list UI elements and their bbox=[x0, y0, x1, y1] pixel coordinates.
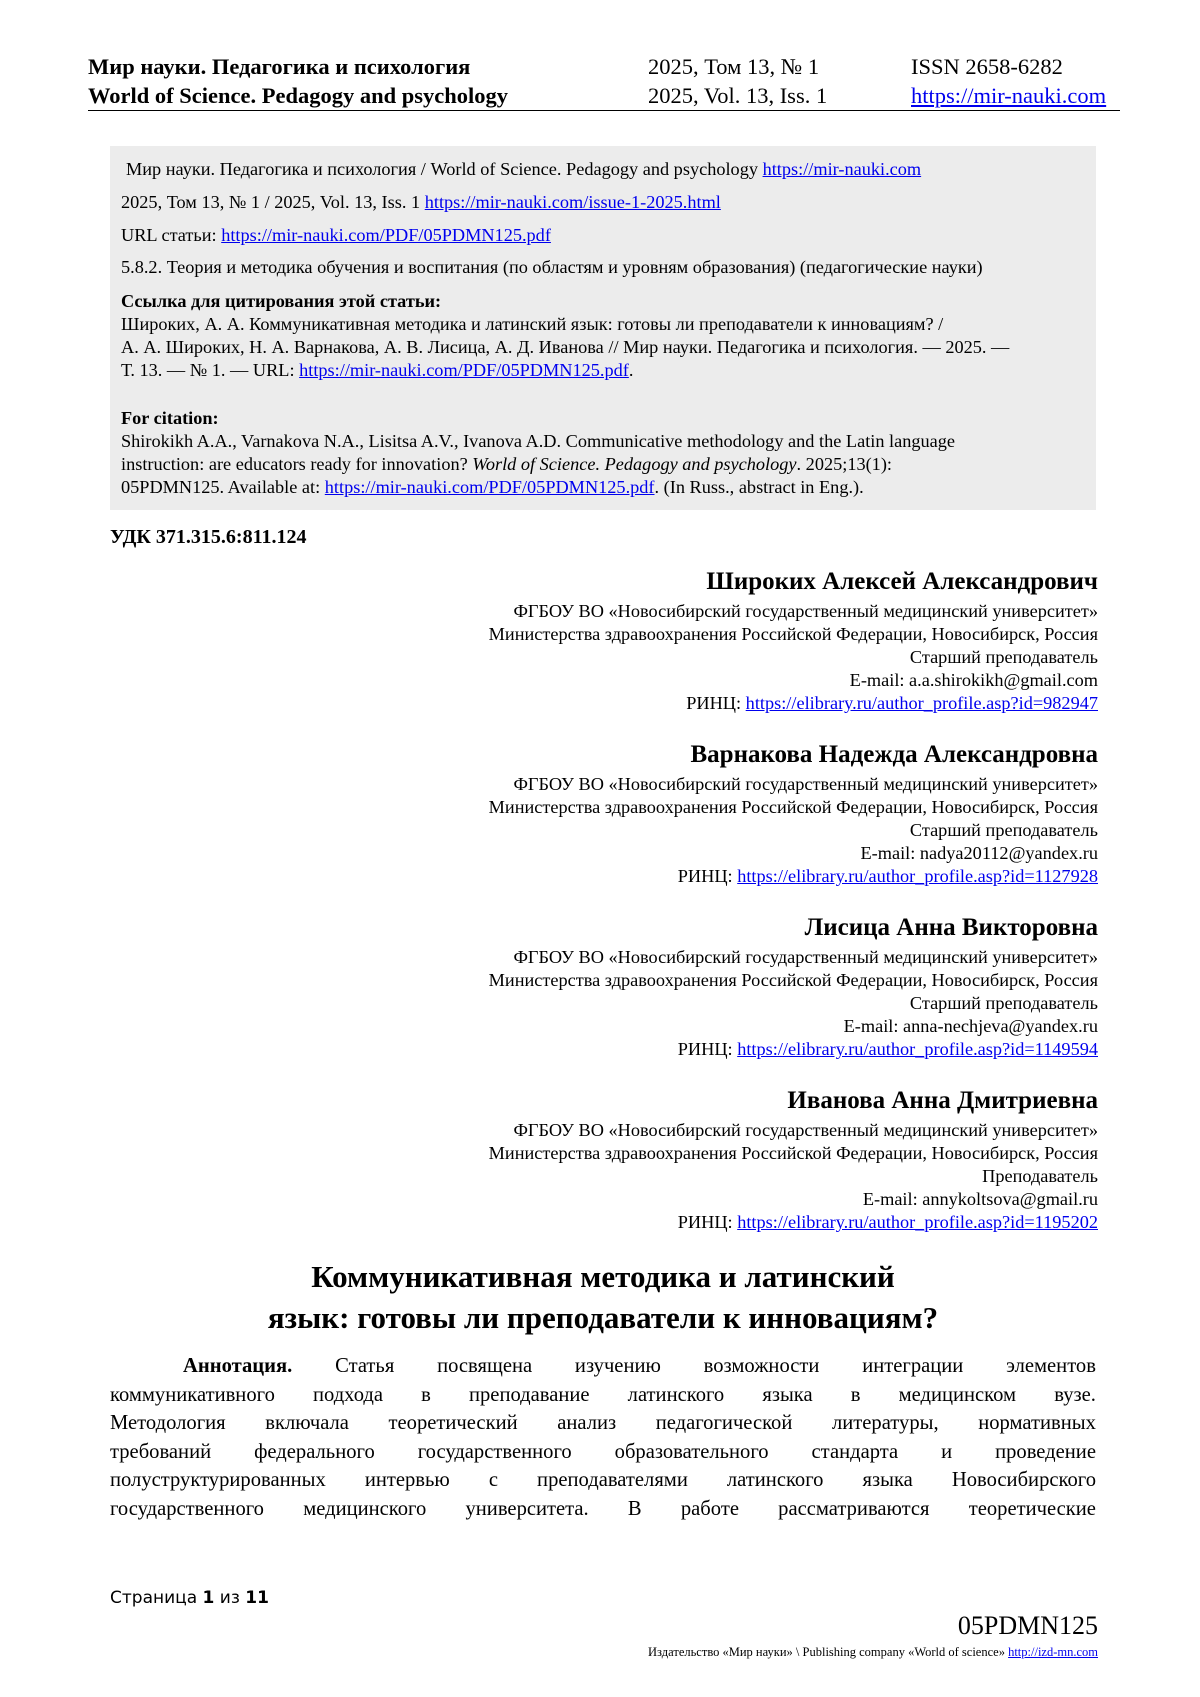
author-org: ФГБОУ ВО «Новосибирский государственный медицинский университет» bbox=[513, 1120, 1098, 1140]
author-email: E-mail: a.a.shirokikh@gmail.com bbox=[849, 670, 1098, 690]
author-ministry: Министерства здравоохранения Российской Федерации, Новосибирск, Россия bbox=[488, 1143, 1098, 1163]
abstract-word: В bbox=[627, 1497, 642, 1520]
citation-en-line: Shirokikh A.A., Varnakova N.A., Lisitsa A.V., Ivanova A.D. Communicative methodology and the Latin language bbox=[121, 431, 956, 451]
abstract-word: языка bbox=[762, 1383, 813, 1406]
abstract-word: изучению bbox=[574, 1355, 661, 1377]
abstract-line bbox=[110, 1409, 1096, 1438]
abstract-word: Новосибирского bbox=[951, 1469, 1096, 1491]
abstract-word: коммуникативного bbox=[110, 1383, 275, 1406]
citation-ru bbox=[121, 290, 1091, 382]
abstract-word: стандарта bbox=[811, 1440, 899, 1463]
abstract-word: теоретические bbox=[968, 1497, 1096, 1520]
author-rinc: РИНЦ: https://elibrary.ru/author_profile.asp?id=982947 bbox=[686, 693, 1098, 713]
journal-name-ru: Мир науки. Педагогика и психология bbox=[88, 54, 471, 79]
author-ministry: Министерства здравоохранения Российской Федерации, Новосибирск, Россия bbox=[488, 624, 1098, 644]
article-title bbox=[110, 1256, 1096, 1338]
author-name: Иванова Анна Дмитриевна bbox=[787, 1087, 1098, 1114]
author-email: E-mail: anna-nechjeva@yandex.ru bbox=[843, 1016, 1098, 1036]
author-position: Преподаватель bbox=[982, 1166, 1098, 1186]
author-name: Широких Алексей Александрович bbox=[706, 568, 1098, 595]
journal-name-en: World of Science. Pedagogy and psychology bbox=[88, 83, 509, 108]
abstract-word: педагогической bbox=[655, 1412, 793, 1434]
abstract-line bbox=[110, 1438, 1096, 1467]
author-org: ФГБОУ ВО «Новосибирский государственный медицинский университет» bbox=[513, 774, 1098, 794]
citation-line-journal: Мир науки. Педагогика и психология / World of Science. Pedagogy and psychology https://mir-nauki.com bbox=[126, 159, 922, 179]
citation-ru-line: Т. 13. — № 1. — URL: https://mir-nauki.com/PDF/05PDMN125.pdf. bbox=[121, 360, 634, 380]
abstract-word: с bbox=[488, 1469, 498, 1491]
citation-ru-line: Широких, А. А. Коммуникативная методика и латинский язык: готовы ли преподаватели к инновациям? / bbox=[121, 314, 944, 334]
author-org: ФГБОУ ВО «Новосибирский государственный медицинский университет» bbox=[513, 947, 1098, 967]
citation-en-line: instruction: are educators ready for innovation? World of Science. Pedagogy and psychology. 2025;13(1): bbox=[121, 454, 892, 474]
author-name: Лисица Анна Викторовна bbox=[804, 914, 1098, 941]
abstract-word: нормативных bbox=[978, 1412, 1096, 1434]
citation-en bbox=[121, 407, 1091, 499]
abstract-word: элементов bbox=[1006, 1355, 1096, 1377]
citation-journal-link[interactable]: https://mir-nauki.com bbox=[762, 159, 922, 179]
abstract-word: подхода bbox=[312, 1383, 384, 1406]
author-rinc-link[interactable]: https://elibrary.ru/author_profile.asp?id=1149594 bbox=[737, 1039, 1098, 1059]
author-position: Старший преподаватель bbox=[909, 993, 1098, 1013]
abstract-word: требований bbox=[110, 1440, 212, 1463]
abstract-label: Аннотация. bbox=[183, 1355, 293, 1377]
abstract-word: литературы, bbox=[831, 1412, 939, 1434]
publisher-link[interactable]: http://izd-mn.com bbox=[1008, 1645, 1098, 1659]
abstract-word: латинского bbox=[627, 1383, 725, 1406]
author-rinc-link[interactable]: https://elibrary.ru/author_profile.asp?id=1195202 bbox=[737, 1212, 1098, 1232]
abstract-word: медицинском bbox=[898, 1383, 1017, 1406]
abstract-word: федерального bbox=[254, 1440, 375, 1463]
abstract-word: Методология bbox=[110, 1412, 226, 1434]
author-rinc: РИНЦ: https://elibrary.ru/author_profile.asp?id=1127928 bbox=[677, 866, 1098, 886]
author-rinc-link[interactable]: https://elibrary.ru/author_profile.asp?id=1127928 bbox=[737, 866, 1098, 886]
author-rinc-link[interactable]: https://elibrary.ru/author_profile.asp?id=982947 bbox=[745, 693, 1098, 713]
article-title-line: язык: готовы ли преподаватели к инновациям? bbox=[267, 1300, 939, 1335]
publisher-line: Издательство «Мир науки» \ Publishing company «World of science» http://izd-mn.com bbox=[648, 1645, 1098, 1659]
abstract-word: Статья bbox=[335, 1355, 395, 1377]
abstract-word: работе bbox=[680, 1497, 739, 1520]
specialty-code: 5.8.2. Теория и методика обучения и воспитания (по областям и уровням образования) (педагогические науки) bbox=[121, 257, 983, 277]
article-pdf-link[interactable]: https://mir-nauki.com/PDF/05PDMN125.pdf bbox=[221, 225, 551, 245]
udk-code: УДК 371.315.6:811.124 bbox=[110, 526, 307, 548]
author-email: E-mail: nadya20112@yandex.ru bbox=[860, 843, 1098, 863]
abstract-word: посвящена bbox=[437, 1355, 533, 1377]
citation-en-pdf-link[interactable]: https://mir-nauki.com/PDF/05PDMN125.pdf bbox=[324, 477, 655, 497]
author-position: Старший преподаватель bbox=[909, 647, 1098, 667]
abstract-word: анализ bbox=[557, 1412, 617, 1434]
abstract-word: интервью bbox=[364, 1469, 450, 1491]
author-block bbox=[198, 912, 1098, 1061]
abstract-word: в bbox=[421, 1383, 431, 1406]
article-code: 05PDMN125 bbox=[957, 1611, 1098, 1640]
author-name: Варнакова Надежда Александровна bbox=[690, 741, 1098, 768]
issue-en: 2025, Vol. 13, Iss. 1 bbox=[648, 83, 828, 108]
abstract-word: вузе. bbox=[1054, 1383, 1096, 1406]
author-org: ФГБОУ ВО «Новосибирский государственный медицинский университет» bbox=[513, 601, 1098, 621]
abstract-word: латинского bbox=[726, 1469, 824, 1491]
abstract-word: государственного bbox=[417, 1440, 572, 1463]
author-ministry: Министерства здравоохранения Российской Федерации, Новосибирск, Россия bbox=[488, 970, 1098, 990]
abstract-word: включала bbox=[265, 1412, 349, 1434]
abstract-word: преподавание bbox=[468, 1383, 590, 1406]
abstract-word: университета. bbox=[465, 1497, 589, 1520]
citation-en-heading: For citation: bbox=[121, 408, 219, 428]
citation-line-issue: 2025, Том 13, № 1 / 2025, Vol. 13, Iss. 1 https://mir-nauki.com/issue-1-2025.html bbox=[121, 192, 721, 212]
author-email: E-mail: annykoltsova@gmail.ru bbox=[862, 1189, 1098, 1209]
abstract-word: теоретический bbox=[388, 1412, 518, 1434]
abstract-word: рассматриваются bbox=[778, 1497, 930, 1520]
author-block bbox=[198, 566, 1098, 715]
abstract-word: возможности bbox=[703, 1355, 820, 1377]
author-ministry: Министерства здравоохранения Российской Федерации, Новосибирск, Россия bbox=[488, 797, 1098, 817]
citation-box bbox=[110, 146, 1096, 510]
author-position: Старший преподаватель bbox=[909, 820, 1098, 840]
abstract bbox=[110, 1352, 1096, 1523]
abstract-word: медицинского bbox=[303, 1497, 427, 1520]
author-block bbox=[198, 1085, 1098, 1234]
author-block bbox=[198, 739, 1098, 888]
abstract-word: полуструктурированных bbox=[110, 1469, 326, 1491]
issn: ISSN 2658-6282 bbox=[911, 54, 1063, 79]
journal-site-link[interactable]: https://mir-nauki.com bbox=[911, 83, 1107, 108]
abstract-word: образовательного bbox=[614, 1440, 769, 1463]
abstract-line bbox=[110, 1466, 1096, 1495]
citation-ru-heading: Ссылка для цитирования этой статьи: bbox=[121, 291, 442, 311]
citation-ru-line: А. А. Широких, Н. А. Варнакова, А. В. Лисица, А. Д. Иванова // Мир науки. Педагогика и психология. — 2025. — bbox=[121, 337, 1010, 357]
citation-issue-link[interactable]: https://mir-nauki.com/issue-1-2025.html bbox=[424, 192, 721, 212]
journal-header bbox=[88, 52, 1120, 111]
author-rinc: РИНЦ: https://elibrary.ru/author_profile.asp?id=1149594 bbox=[677, 1039, 1098, 1059]
citation-en-line: 05PDMN125. Available at: https://mir-nauki.com/PDF/05PDMN125.pdf. (In Russ., abstract in Eng.). bbox=[121, 477, 864, 497]
abstract-line bbox=[110, 1381, 1096, 1410]
citation-ru-pdf-link[interactable]: https://mir-nauki.com/PDF/05PDMN125.pdf bbox=[299, 360, 629, 380]
author-rinc: РИНЦ: https://elibrary.ru/author_profile.asp?id=1195202 bbox=[677, 1212, 1098, 1232]
abstract-word: проведение bbox=[995, 1440, 1096, 1463]
abstract-word: в bbox=[850, 1383, 861, 1406]
abstract-word: преподавателями bbox=[537, 1469, 688, 1491]
abstract-line bbox=[110, 1352, 1096, 1381]
citation-line-url: URL статьи: https://mir-nauki.com/PDF/05PDMN125.pdf bbox=[121, 225, 551, 245]
abstract-line bbox=[110, 1495, 1096, 1524]
abstract-word: языка bbox=[862, 1469, 913, 1491]
abstract-word: и bbox=[941, 1440, 953, 1463]
abstract-word: интеграции bbox=[862, 1355, 964, 1377]
abstract-word: государственного bbox=[110, 1497, 264, 1520]
page-number: Страница 1 из 11 bbox=[110, 1588, 269, 1608]
article-title-line: Коммуникативная методика и латинский bbox=[311, 1259, 895, 1294]
issue-ru: 2025, Том 13, № 1 bbox=[648, 54, 820, 79]
